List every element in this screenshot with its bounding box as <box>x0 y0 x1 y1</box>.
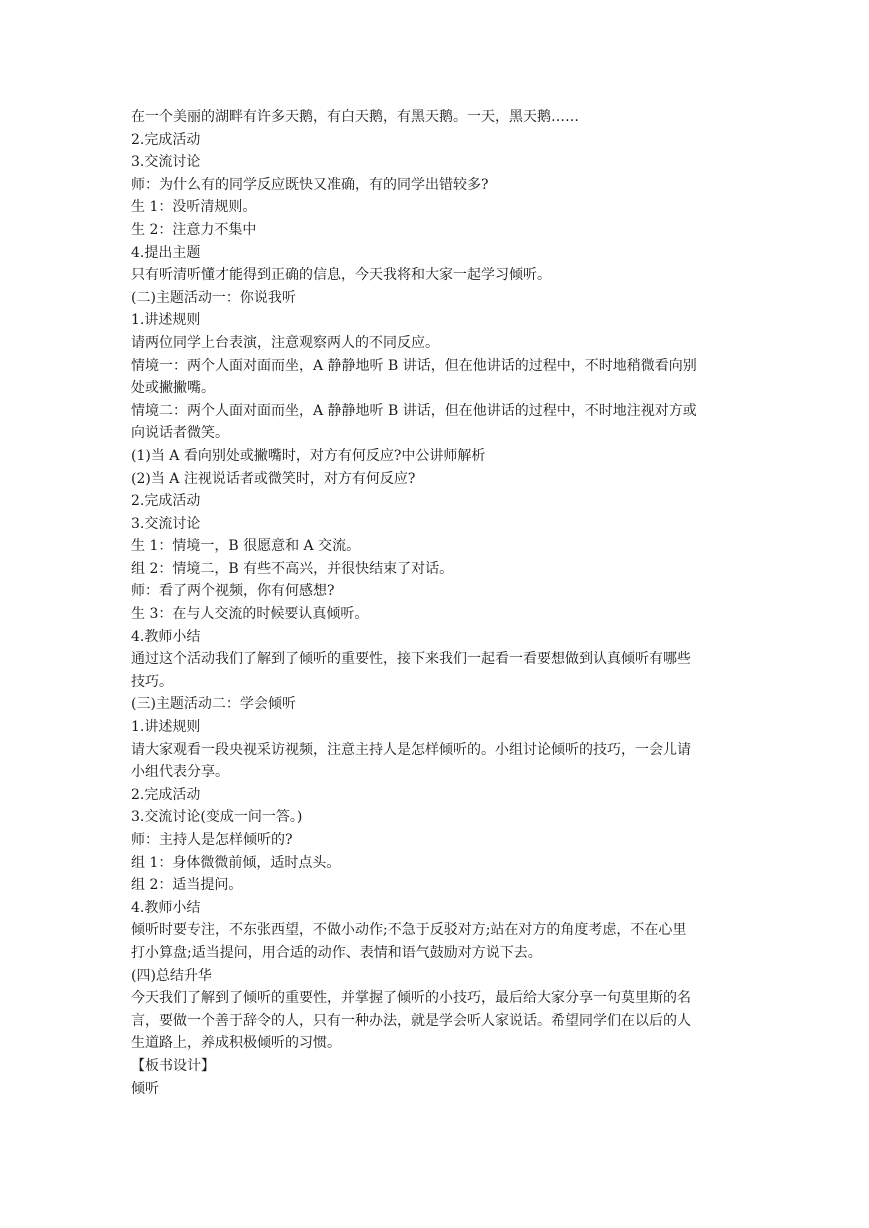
text-line: 小组代表分享。 <box>131 764 229 781</box>
text-line: 生 1：没听清规则。 <box>131 199 257 216</box>
text-line: 组 1：身体微微前倾，适时点头。 <box>131 854 341 871</box>
text-line: (四)总结升华 <box>131 967 212 984</box>
text-line: 师：看了两个视频，你有何感想? <box>131 583 335 600</box>
text-line: 在一个美丽的湖畔有许多天鹅，有白天鹅，有黑天鹅。一天，黑天鹅…… <box>131 109 579 125</box>
text-line: 打小算盘;适当提问，用合适的动作、表情和语气鼓励对方说下去。 <box>131 944 542 961</box>
text-line: 情境一：两个人面对面而坐，A 静静地听 B 讲话，但在他讲话的过程中，不时地稍微看向别 <box>131 357 697 374</box>
text-line: 4.教师小结 <box>131 628 201 645</box>
text-line: (二)主题活动一：你说我听 <box>131 289 296 306</box>
text-line: 向说话者微笑。 <box>131 425 229 442</box>
text-line: 3.交流讨论(变成一问一答。) <box>131 809 303 826</box>
text-line: 组 2：适当提问。 <box>131 877 243 894</box>
text-line: 倾听时要专注，不东张西望，不做小动作;不急于反驳对方;站在对方的角度考虑，不在心里 <box>131 922 687 939</box>
text-line: 2.完成活动 <box>131 131 201 148</box>
text-line: 师：主持人是怎样倾听的? <box>131 832 293 848</box>
text-line: 师：为什么有的同学反应既快又准确，有的同学出错较多? <box>131 176 489 193</box>
text-line: 组 2：情境二，B 有些不高兴，并很快结束了对话。 <box>131 560 454 577</box>
text-line: 4.教师小结 <box>131 899 201 916</box>
text-line: 通过这个活动我们了解到了倾听的重要性，接下来我们一起看一看要想做到认真倾听有哪些 <box>131 651 691 668</box>
text-line: 请两位同学上台表演，注意观察两人的不同反应。 <box>131 334 439 351</box>
text-line: 倾听 <box>131 1080 159 1097</box>
text-line: (2)当 A 注视说话者或微笑时，对方有何反应? <box>131 470 416 487</box>
text-line: 生 3：在与人交流的时候要认真倾听。 <box>131 606 369 623</box>
text-line: 技巧。 <box>131 673 173 690</box>
document-page <box>131 106 756 1100</box>
text-line: 3.交流讨论 <box>131 515 201 532</box>
text-line: 1.讲述规则 <box>131 312 201 329</box>
text-line: 2.完成活动 <box>131 493 201 510</box>
text-line: (1)当 A 看向别处或撇嘴时，对方有何反应?中公讲师解析 <box>131 447 486 464</box>
text-line: 生道路上，养成积极倾听的习惯。 <box>131 1035 341 1052</box>
text-line: 情境二：两个人面对面而坐，A 静静地听 B 讲话，但在他讲话的过程中，不时地注视对方或 <box>131 402 697 419</box>
text-line: 2.完成活动 <box>131 786 201 803</box>
text-line: 【板书设计】 <box>131 1057 215 1074</box>
text-line: 今天我们了解到了倾听的重要性，并掌握了倾听的小技巧，最后给大家分享一句莫里斯的名 <box>131 990 691 1007</box>
text-line: 只有听清听懂才能得到正确的信息，今天我将和大家一起学习倾听。 <box>131 267 551 284</box>
text-line: 处或撇撇嘴。 <box>131 380 215 397</box>
text-line: 生 2：注意力不集中 <box>131 221 257 238</box>
text-line: 4.提出主题 <box>131 244 201 261</box>
text-line: 请大家观看一段央视采访视频，注意主持人是怎样倾听的。小组讨论倾听的技巧，一会儿请 <box>131 741 691 758</box>
text-line: 3.交流讨论 <box>131 154 201 171</box>
text-line: 言，要做一个善于辞令的人，只有一种办法，就是学会听人家说话。希望同学们在以后的人 <box>131 1012 691 1029</box>
text-line: 1.讲述规则 <box>131 719 201 736</box>
text-line: 生 1：情境一，B 很愿意和 A 交流。 <box>131 538 361 555</box>
text-line: (三)主题活动二：学会倾听 <box>131 696 296 713</box>
